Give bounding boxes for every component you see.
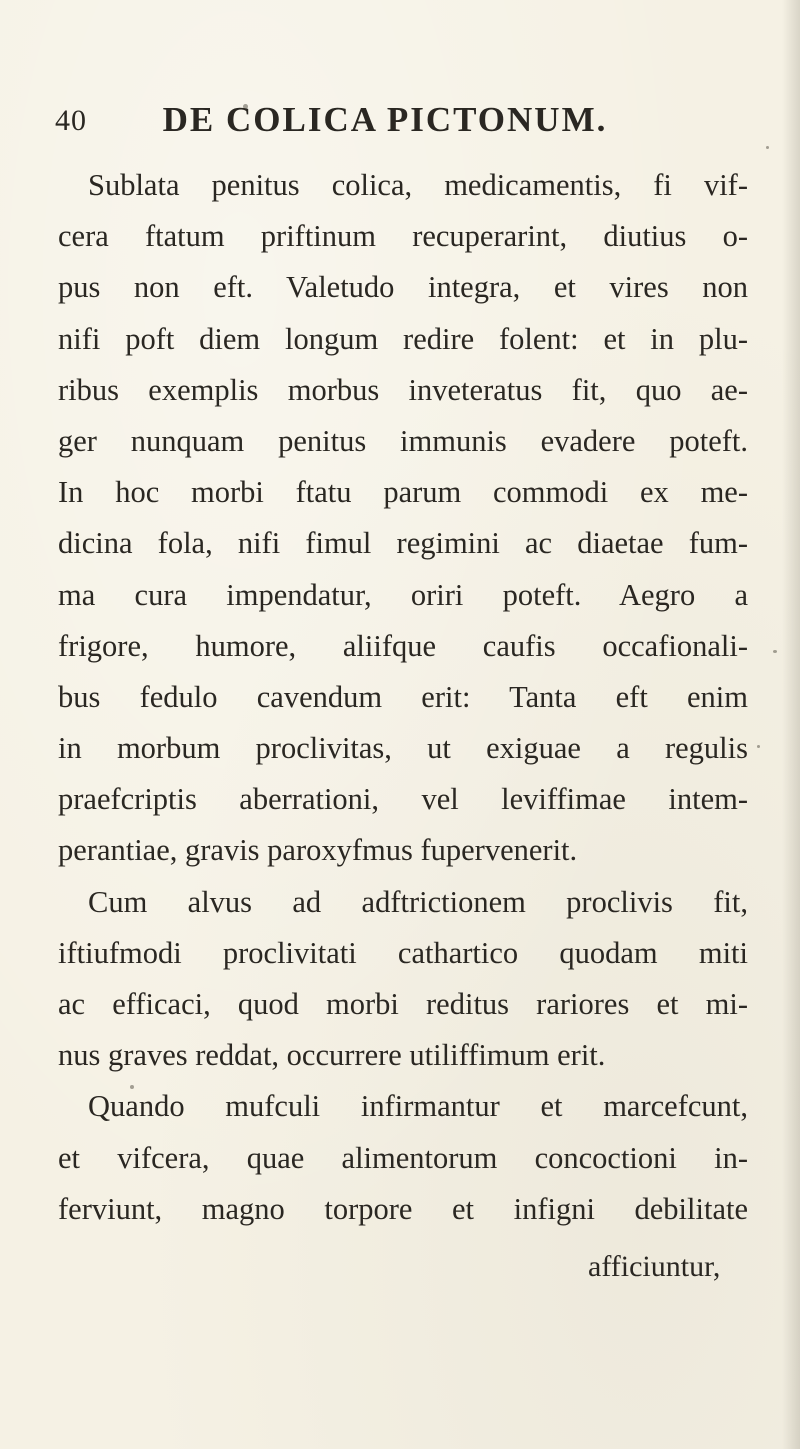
text-line: iftiufmodi proclivitati cathartico quodam miti bbox=[58, 935, 748, 970]
text-line: et vifcera, quae alimentorum concoctioni in- bbox=[58, 1140, 748, 1175]
text-line: nus graves reddat, occurrere utiliffimum erit. bbox=[58, 1038, 606, 1073]
text-line: nifi poft diem longum redire folent: et in plu- bbox=[58, 321, 748, 356]
text-line: perantiae, gravis paroxyfmus fupervenerit. bbox=[58, 833, 578, 868]
paper-speck bbox=[766, 146, 769, 149]
text-line: praefcriptis aberrationi, vel leviffimae intem- bbox=[58, 782, 748, 817]
running-title: DE COLICA PICTONUM. bbox=[162, 100, 608, 139]
text-line: pus non eft. Valetudo integra, et vires non bbox=[58, 270, 748, 305]
paper-speck bbox=[773, 650, 777, 653]
body-text bbox=[58, 160, 748, 1235]
page-header bbox=[0, 100, 800, 150]
text-line: In hoc morbi ftatu parum commodi ex me- bbox=[58, 475, 748, 510]
paper-speck bbox=[757, 745, 760, 748]
page-edge-shadow bbox=[782, 0, 800, 1449]
text-line: Quando mufculi infirmantur et marcefcunt, bbox=[88, 1089, 748, 1124]
catchword: afficiuntur, bbox=[588, 1250, 721, 1283]
text-line: Cum alvus ad adftrictionem proclivis fit, bbox=[88, 884, 748, 919]
text-line: in morbum proclivitas, ut exiguae a regulis bbox=[58, 731, 748, 766]
text-line: ger nunquam penitus immunis evadere poteft. bbox=[58, 423, 748, 458]
text-line: ferviunt, magno torpore et infigni debilitate bbox=[58, 1191, 748, 1226]
text-line: frigore, humore, aliifque caufis occafionali- bbox=[58, 628, 748, 663]
text-line: ma cura impendatur, oriri poteft. Aegro a bbox=[58, 577, 748, 612]
paper-speck bbox=[243, 104, 248, 109]
text-line: dicina fola, nifi fimul regimini ac diaetae fum- bbox=[58, 526, 748, 561]
text-line: bus fedulo cavendum erit: Tanta eft enim bbox=[58, 679, 748, 714]
paper-speck bbox=[130, 1085, 134, 1089]
text-line: ribus exemplis morbus inveteratus fit, quo ae- bbox=[58, 372, 748, 407]
text-line: Sublata penitus colica, medicamentis, fi vif- bbox=[88, 168, 748, 202]
text-line: cera ftatum priftinum recuperarint, diutius o- bbox=[58, 219, 748, 254]
page-number: 40 bbox=[55, 104, 87, 137]
text-line: ac efficaci, quod morbi reditus rariores et mi- bbox=[58, 987, 748, 1021]
